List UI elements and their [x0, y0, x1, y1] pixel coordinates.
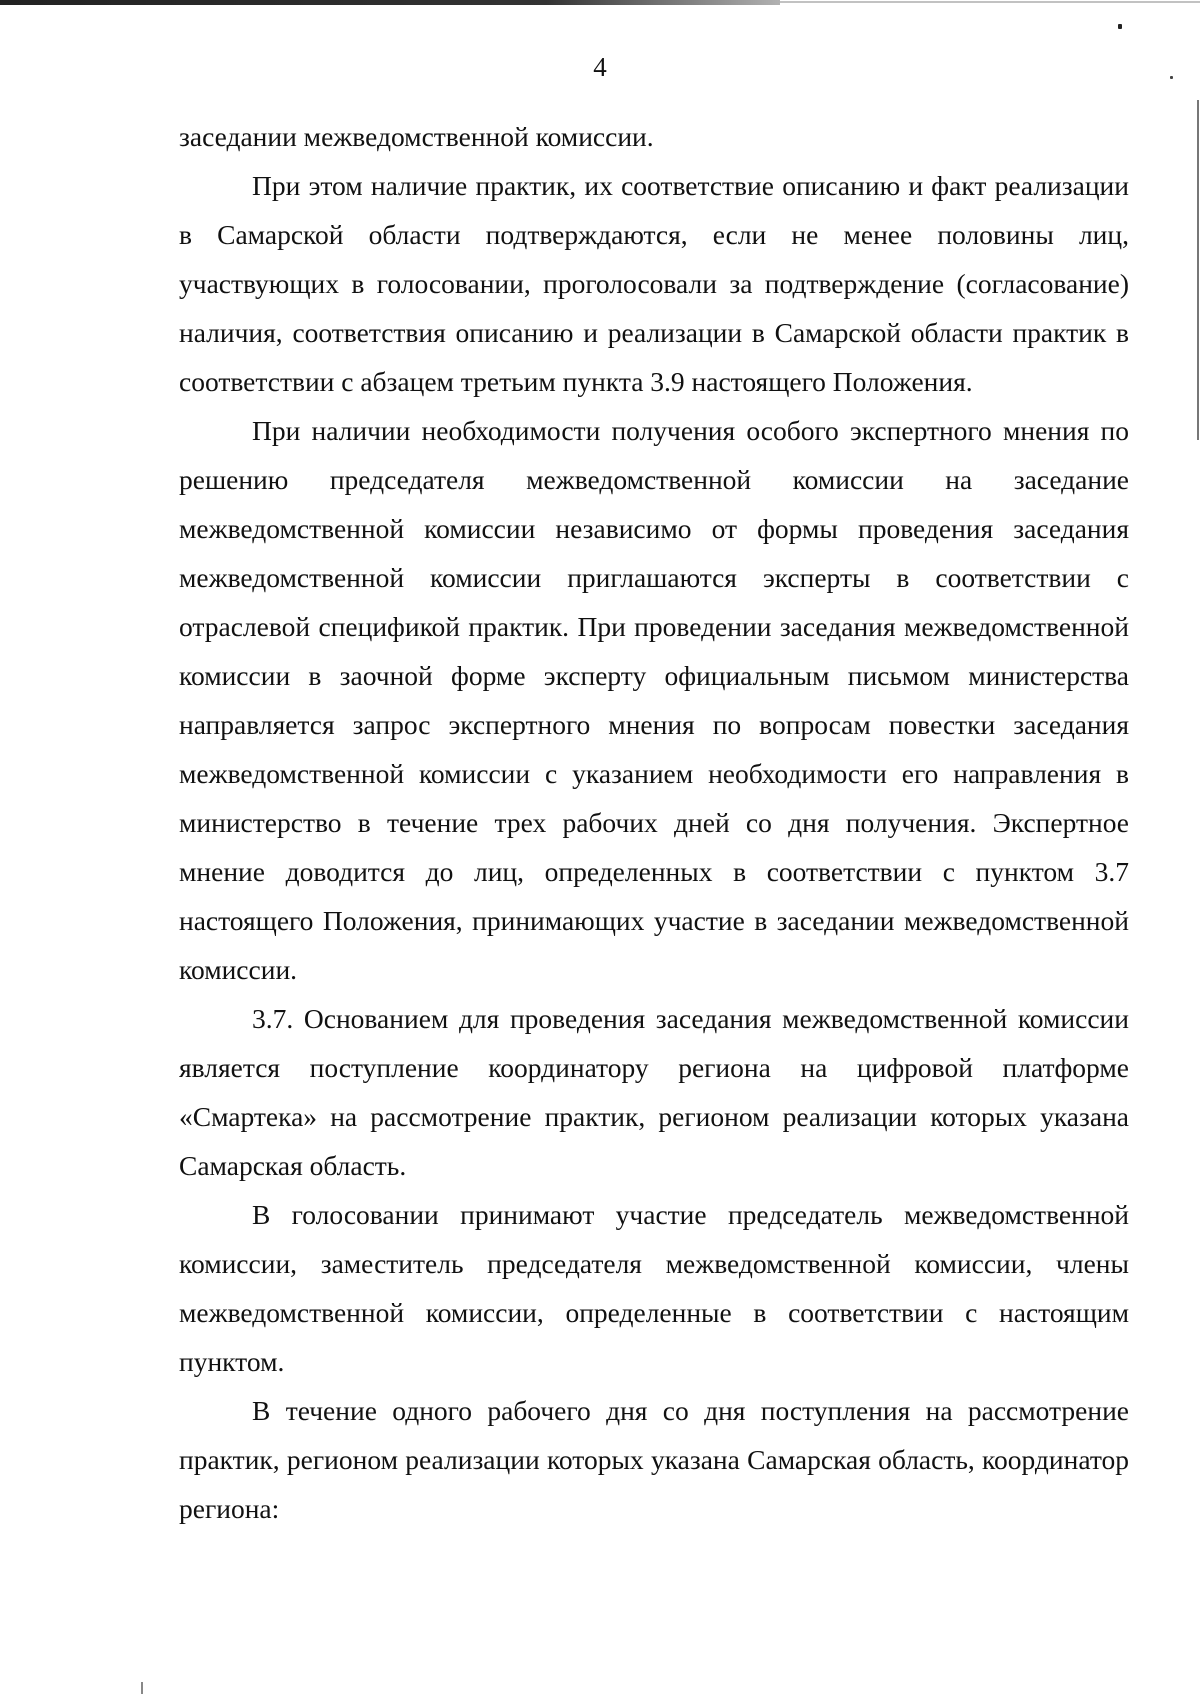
scan-speck — [1118, 24, 1122, 29]
document-body — [179, 112, 1129, 1533]
paragraph: При наличии необходимости получения особого экспертного мнения по решению председателя межведомственной комиссии на заседание межведомственной комиссии независимо от формы проведения заседания межведомственной комиссии приглашаются эксперты в соответствии с отраслевой спецификой практик. При проведении заседания межведомственной комиссии в заочной форме эксперту официальным письмом министерства направляется запрос экспертного мнения по вопросам повестки заседания межведомственной комиссии с указанием необходимости его направления в министерство в течение трех рабочих дней со дня получения. Экспертное мнение доводится до лиц, определенных в соответствии с пунктом 3.7 настоящего Положения, принимающих участие в заседании межведомственной комиссии. — [179, 415, 1129, 985]
paragraph: заседании межведомственной комиссии. — [179, 121, 654, 152]
paragraph: В течение одного рабочего дня со дня поступления на рассмотрение практик, регионом реализации которых указана Самарская область, координатор региона: — [179, 1395, 1129, 1524]
scan-speck — [141, 1682, 143, 1694]
scan-right-edge — [1197, 100, 1199, 440]
paragraph: При этом наличие практик, их соответствие описанию и факт реализации в Самарской области подтверждаются, если не менее половины лиц, участвующих в голосовании, проголосовали за подтверждение (согласование) наличия, соответствия описанию и реализации в Самарской области практик в соответствии с абзацем третьим пункта 3.9 настоящего Положения. — [179, 170, 1129, 397]
scan-edge-shadow — [0, 0, 780, 5]
page-number: 4 — [593, 52, 607, 82]
paragraph: В голосовании принимают участие председатель межведомственной комиссии, заместитель председателя межведомственной комиссии, члены межведомственной комиссии, определенные в соответствии с настоящим пунктом. — [179, 1199, 1129, 1377]
scan-edge-line — [780, 1, 1200, 3]
paragraph: 3.7. Основанием для проведения заседания межведомственной комиссии является поступление координатору региона на цифровой платформе «Смартека» на рассмотрение практик, регионом реализации которых указана Самарская область. — [179, 1003, 1129, 1181]
